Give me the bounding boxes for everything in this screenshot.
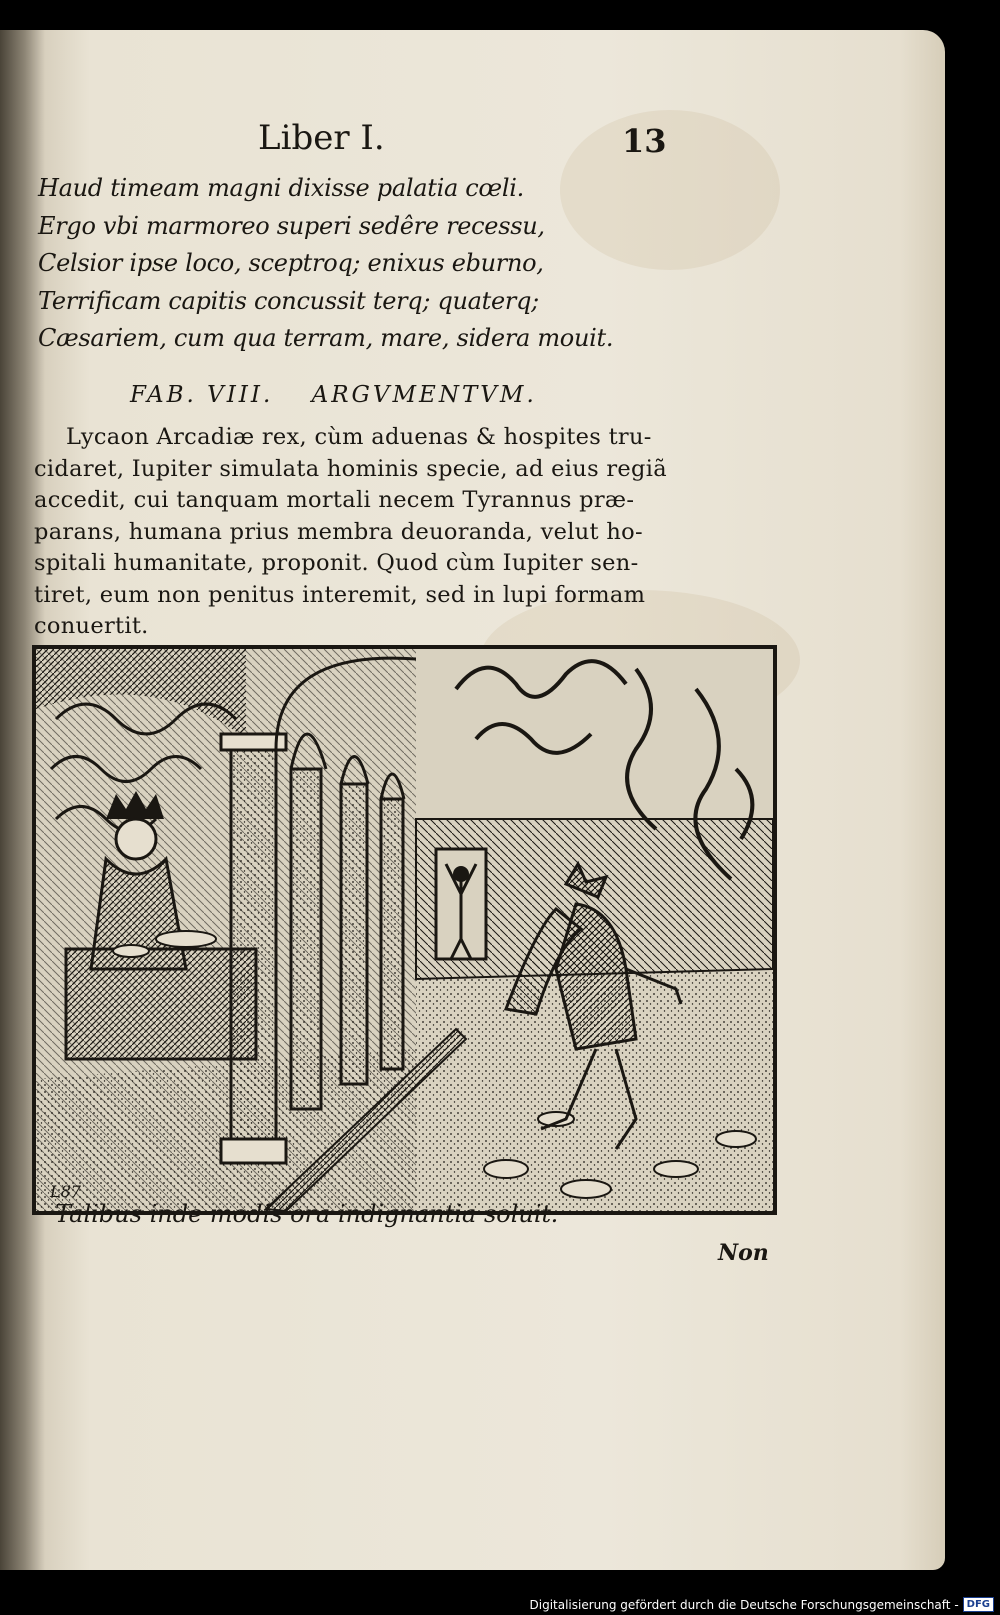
book-page <box>0 30 945 1570</box>
argument-line: cidaret, Iupiter simulata hominis specie, ad eius regiã <box>34 455 667 482</box>
argument-line: parans, humana prius membra deuoranda, velut ho- <box>34 518 643 545</box>
woodcut-illustration <box>32 645 777 1215</box>
argument-line: accedit, cui tanquam mortali necem Tyrannus præ- <box>34 487 635 513</box>
woodcut-signature: L87 <box>50 1182 81 1201</box>
verse-line: Ergo vbi marmoreo superi sedêre recessu, <box>38 211 545 240</box>
argument-paragraph <box>34 422 794 643</box>
catchword: Non <box>718 1240 769 1266</box>
verse-line: Terrificam capitis concussit terq; quaterq; <box>38 286 539 315</box>
verse-block <box>38 170 918 358</box>
running-head: Liber I. <box>258 118 385 158</box>
fable-number: FAB. VIII. <box>130 382 274 408</box>
page-number: 13 <box>622 122 667 160</box>
fable-title: ARGVMENTVM. <box>311 382 537 408</box>
argument-line: Lycaon Arcadiæ rex, cùm aduenas & hospites tru- <box>66 424 652 450</box>
digitization-credit <box>530 1597 995 1612</box>
argument-line: tiret, eum non penitus interemit, sed in lupi formam <box>34 581 646 608</box>
verse-line: Celsior ipse loco, sceptroq; enixus eburno, <box>38 249 544 277</box>
caption-verse: Talibus inde modis ora indignantia soluit: <box>55 1200 560 1228</box>
credit-text: Digitalisierung gefördert durch die Deutsche Forschungsgemeinschaft - <box>529 1597 959 1612</box>
dfg-logo: DFG <box>963 1597 994 1612</box>
argument-line: spitali humanitate, proponit. Quod cùm Iupiter sen- <box>34 550 639 576</box>
argument-line: conuertit. <box>34 613 149 639</box>
woodcut-drawing <box>36 649 773 1211</box>
verse-line: Cæsariem, cum qua terram, mare, sidera mouit. <box>38 324 614 352</box>
fable-heading <box>130 382 565 408</box>
verse-line: Haud timeam magni dixisse palatia cœli. <box>38 174 524 202</box>
page-header <box>0 118 945 168</box>
